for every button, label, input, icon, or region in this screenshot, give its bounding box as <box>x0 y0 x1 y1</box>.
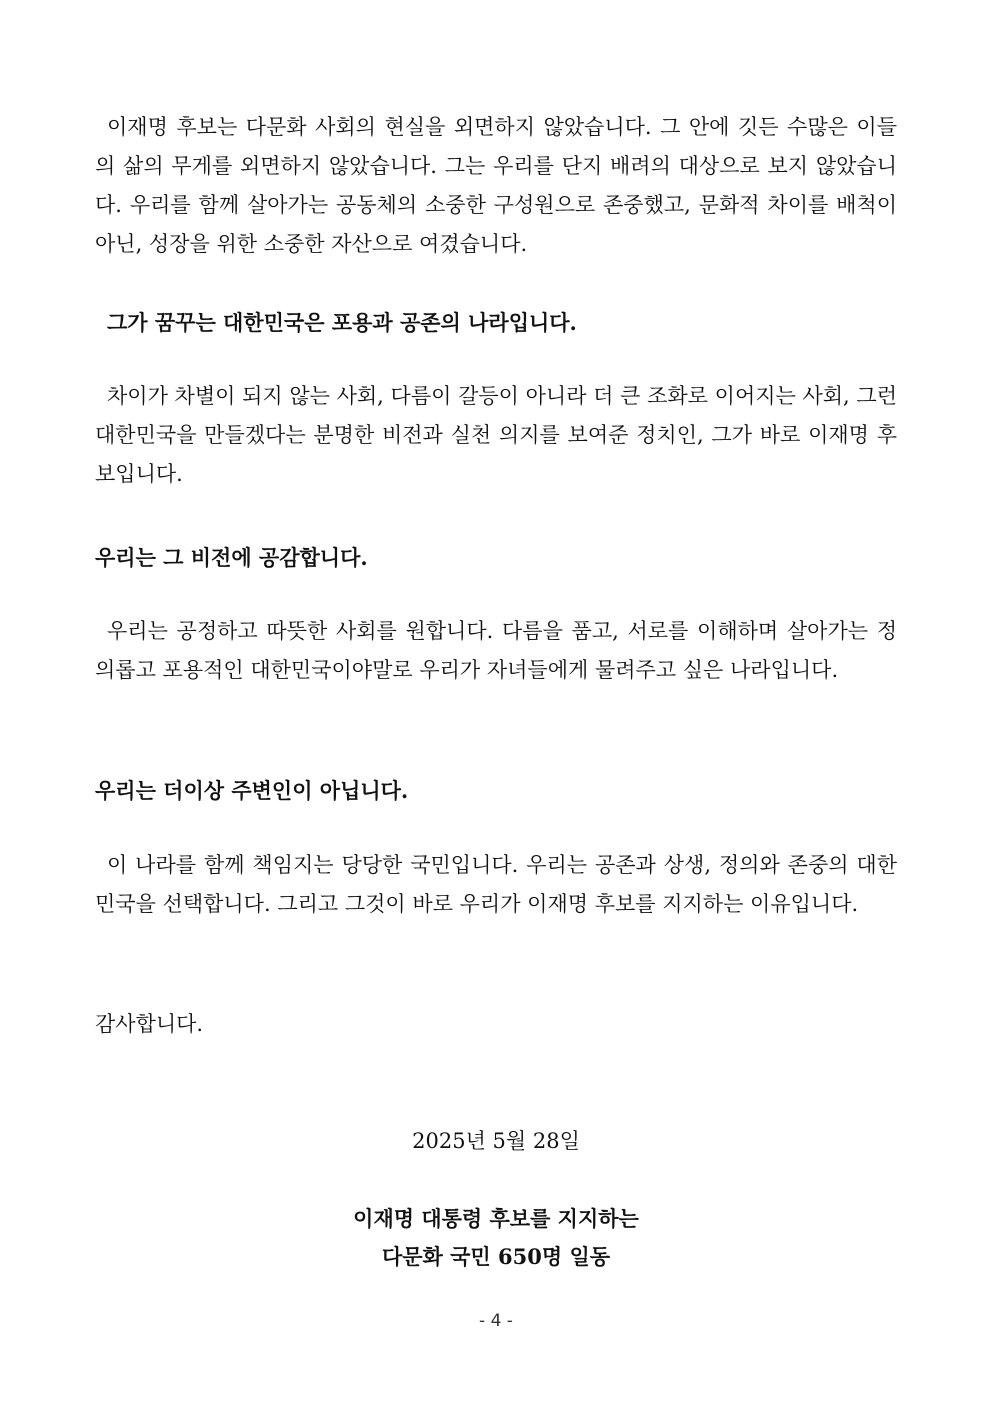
document-date: 2025년 5월 28일 <box>412 1129 580 1153</box>
signature-line-1: 이재명 대통령 후보를 지지하는 <box>353 1206 639 1231</box>
closing-text: 감사합니다. <box>95 1012 204 1036</box>
paragraph-2-container <box>95 377 897 494</box>
paragraph-3-container <box>95 612 897 690</box>
page-number: - 4 - <box>479 1311 513 1331</box>
heading-1-container <box>95 308 897 338</box>
heading-2: 우리는 그 비전에 공감합니다. <box>95 545 368 570</box>
paragraph-4-container <box>95 846 897 924</box>
paragraph-1-container <box>95 108 897 264</box>
heading-2-container <box>95 543 897 573</box>
heading-3-container <box>95 776 897 806</box>
paragraph-4: 이 나라를 함께 책임지는 당당한 국민입니다. 우리는 공존과 상생, 정의와 존중의 대한민국을 선택합니다. 그리고 그것이 바로 우리가 이재명 후보를 지지하는 이유입니다. <box>95 853 897 916</box>
paragraph-1: 이재명 후보는 다문화 사회의 현실을 외면하지 않았습니다. 그 안에 깃든 수많은 이들의 삶의 무게를 외면하지 않았습니다. 그는 우리를 단지 배려의 대상으로 보지 않았습니다. 우리를 함께 살아가는 공동체의 소중한 구성원으로 존중했고, 문화적 차이를 배척이 아닌, 성장을 위한 소중한 자산으로 여겼습니다. <box>95 115 897 256</box>
signature-line-2: 다문화 국민 650명 일동 <box>381 1244 611 1269</box>
paragraph-3: 우리는 공정하고 따뜻한 사회를 원합니다. 다름을 품고, 서로를 이해하며 살아가는 정의롭고 포용적인 대한민국이야말로 우리가 자녀들에게 물려주고 싶은 나라입니다. <box>95 619 897 682</box>
paragraph-2: 차이가 차별이 되지 않는 사회, 다름이 갈등이 아니라 더 큰 조화로 이어지는 사회, 그런 대한민국을 만들겠다는 분명한 비전과 실천 의지를 보여준 정치인, 그가 바로 이재명 후보입니다. <box>95 384 897 486</box>
heading-3: 우리는 더이상 주변인이 아닙니다. <box>95 778 409 803</box>
closing-container <box>95 1009 897 1039</box>
heading-1: 그가 꿈꾸는 대한민국은 포용과 공존의 나라입니다. <box>107 310 577 335</box>
